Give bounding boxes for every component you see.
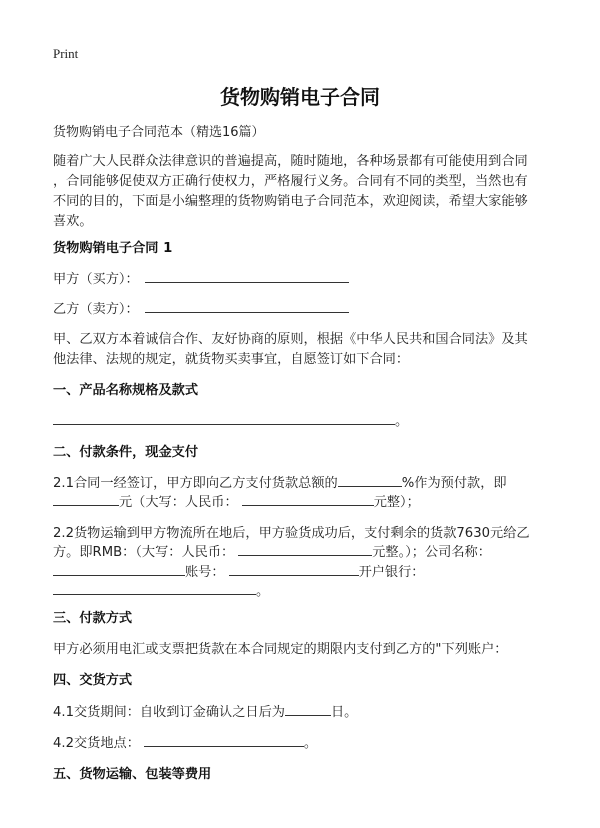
clause-text: 元整）；	[373, 495, 420, 510]
rmb-words-blank[interactable]	[238, 541, 372, 556]
clause-text: %作为预付款，即	[401, 476, 507, 491]
section-3-heading: 三、付款方式	[53, 611, 133, 626]
intro-line-4: 喜欢。	[53, 214, 93, 229]
account-blank[interactable]	[229, 561, 359, 576]
clause-2-2-line-4	[53, 580, 269, 599]
intro-line-3: 不同的目的，下面是小编整理的货物购销电子合同范本，欢迎阅读，希望大家能够	[53, 194, 528, 209]
print-link[interactable]: Print	[53, 46, 79, 61]
intro-line-2: ，合同能够促使双方正确行使权力，严格履行义务。合同有不同的类型，当然也有	[53, 174, 528, 189]
end-mark: 。	[395, 414, 409, 429]
clause-text: 方。即RMB：（大写：人民币：	[53, 545, 235, 560]
section-3-text: 甲方必须用电汇或支票把货款在本合同规定的期限内支付到乙方的"下列账户：	[53, 642, 508, 657]
section-1-blank-row	[53, 410, 408, 429]
delivery-place-blank[interactable]	[144, 732, 304, 747]
party-b-label: 乙方（卖方）：	[53, 302, 139, 317]
clause-2-1-line-1	[53, 472, 507, 491]
company-name-blank[interactable]	[53, 561, 185, 576]
party-a-blank[interactable]	[145, 268, 349, 283]
amount-blank[interactable]	[53, 491, 119, 506]
clause-2-1-line-2	[53, 491, 420, 510]
clause-text: 日。	[330, 705, 358, 720]
preamble-line-2: 他法律、法规的规定，就货物买卖事宜，自愿签订如下合同：	[53, 352, 410, 367]
document-title: 货物购销电子合同	[220, 85, 380, 109]
clause-4-2	[53, 732, 317, 751]
party-a-label: 甲方（买方）：	[53, 272, 139, 287]
section-5-heading: 五、货物运输、包装等费用	[53, 767, 212, 782]
clause-text: 2.1合同一经签订，甲方即向乙方支付货款总额的	[53, 476, 338, 491]
clause-text: 4.1交货期间：自收到订金确认之日后为	[53, 705, 285, 720]
clause-text: 元整。）；公司名称：	[372, 545, 491, 560]
amount-words-blank[interactable]	[242, 491, 374, 506]
clause-2-2-line-2	[53, 541, 491, 560]
section-2-heading: 二、付款条件，现金支付	[53, 445, 199, 460]
document-subtitle: 货物购销电子合同范本（精选16篇）	[53, 125, 265, 140]
section-1-heading: 一、产品名称规格及款式	[53, 383, 199, 398]
end-mark: 。	[256, 584, 270, 599]
clause-2-2-line-1: 2.2货物运输到甲方物流所在地后，甲方验货成功后，支付剩余的货款7630元给乙	[53, 526, 530, 541]
clause-text: 开户银行：	[358, 565, 425, 580]
party-b-blank[interactable]	[145, 298, 349, 313]
clause-text: 4.2交货地点：	[53, 736, 140, 751]
clause-text: 账号：	[185, 565, 225, 580]
contract-heading: 货物购销电子合同 1	[53, 241, 173, 256]
intro-line-1: 随着广大人民群众法律意识的普遍提高，随时随地，各种场景都有可能使用到合同	[53, 154, 528, 169]
bank-blank[interactable]	[53, 580, 256, 595]
product-spec-blank[interactable]	[53, 410, 395, 425]
clause-text: 元（大写：人民币：	[119, 495, 238, 510]
percent-blank[interactable]	[338, 472, 402, 487]
delivery-days-blank[interactable]	[285, 701, 331, 716]
preamble-line-1: 甲、乙双方本着诚信合作、友好协商的原则，根据《中华人民共和国合同法》及其	[53, 332, 528, 347]
end-mark: 。	[303, 736, 318, 751]
party-b-row	[53, 298, 349, 317]
party-a-row	[53, 268, 349, 287]
clause-2-2-line-3	[53, 561, 425, 580]
section-4-heading: 四、交货方式	[53, 673, 133, 688]
clause-4-1	[53, 701, 357, 720]
